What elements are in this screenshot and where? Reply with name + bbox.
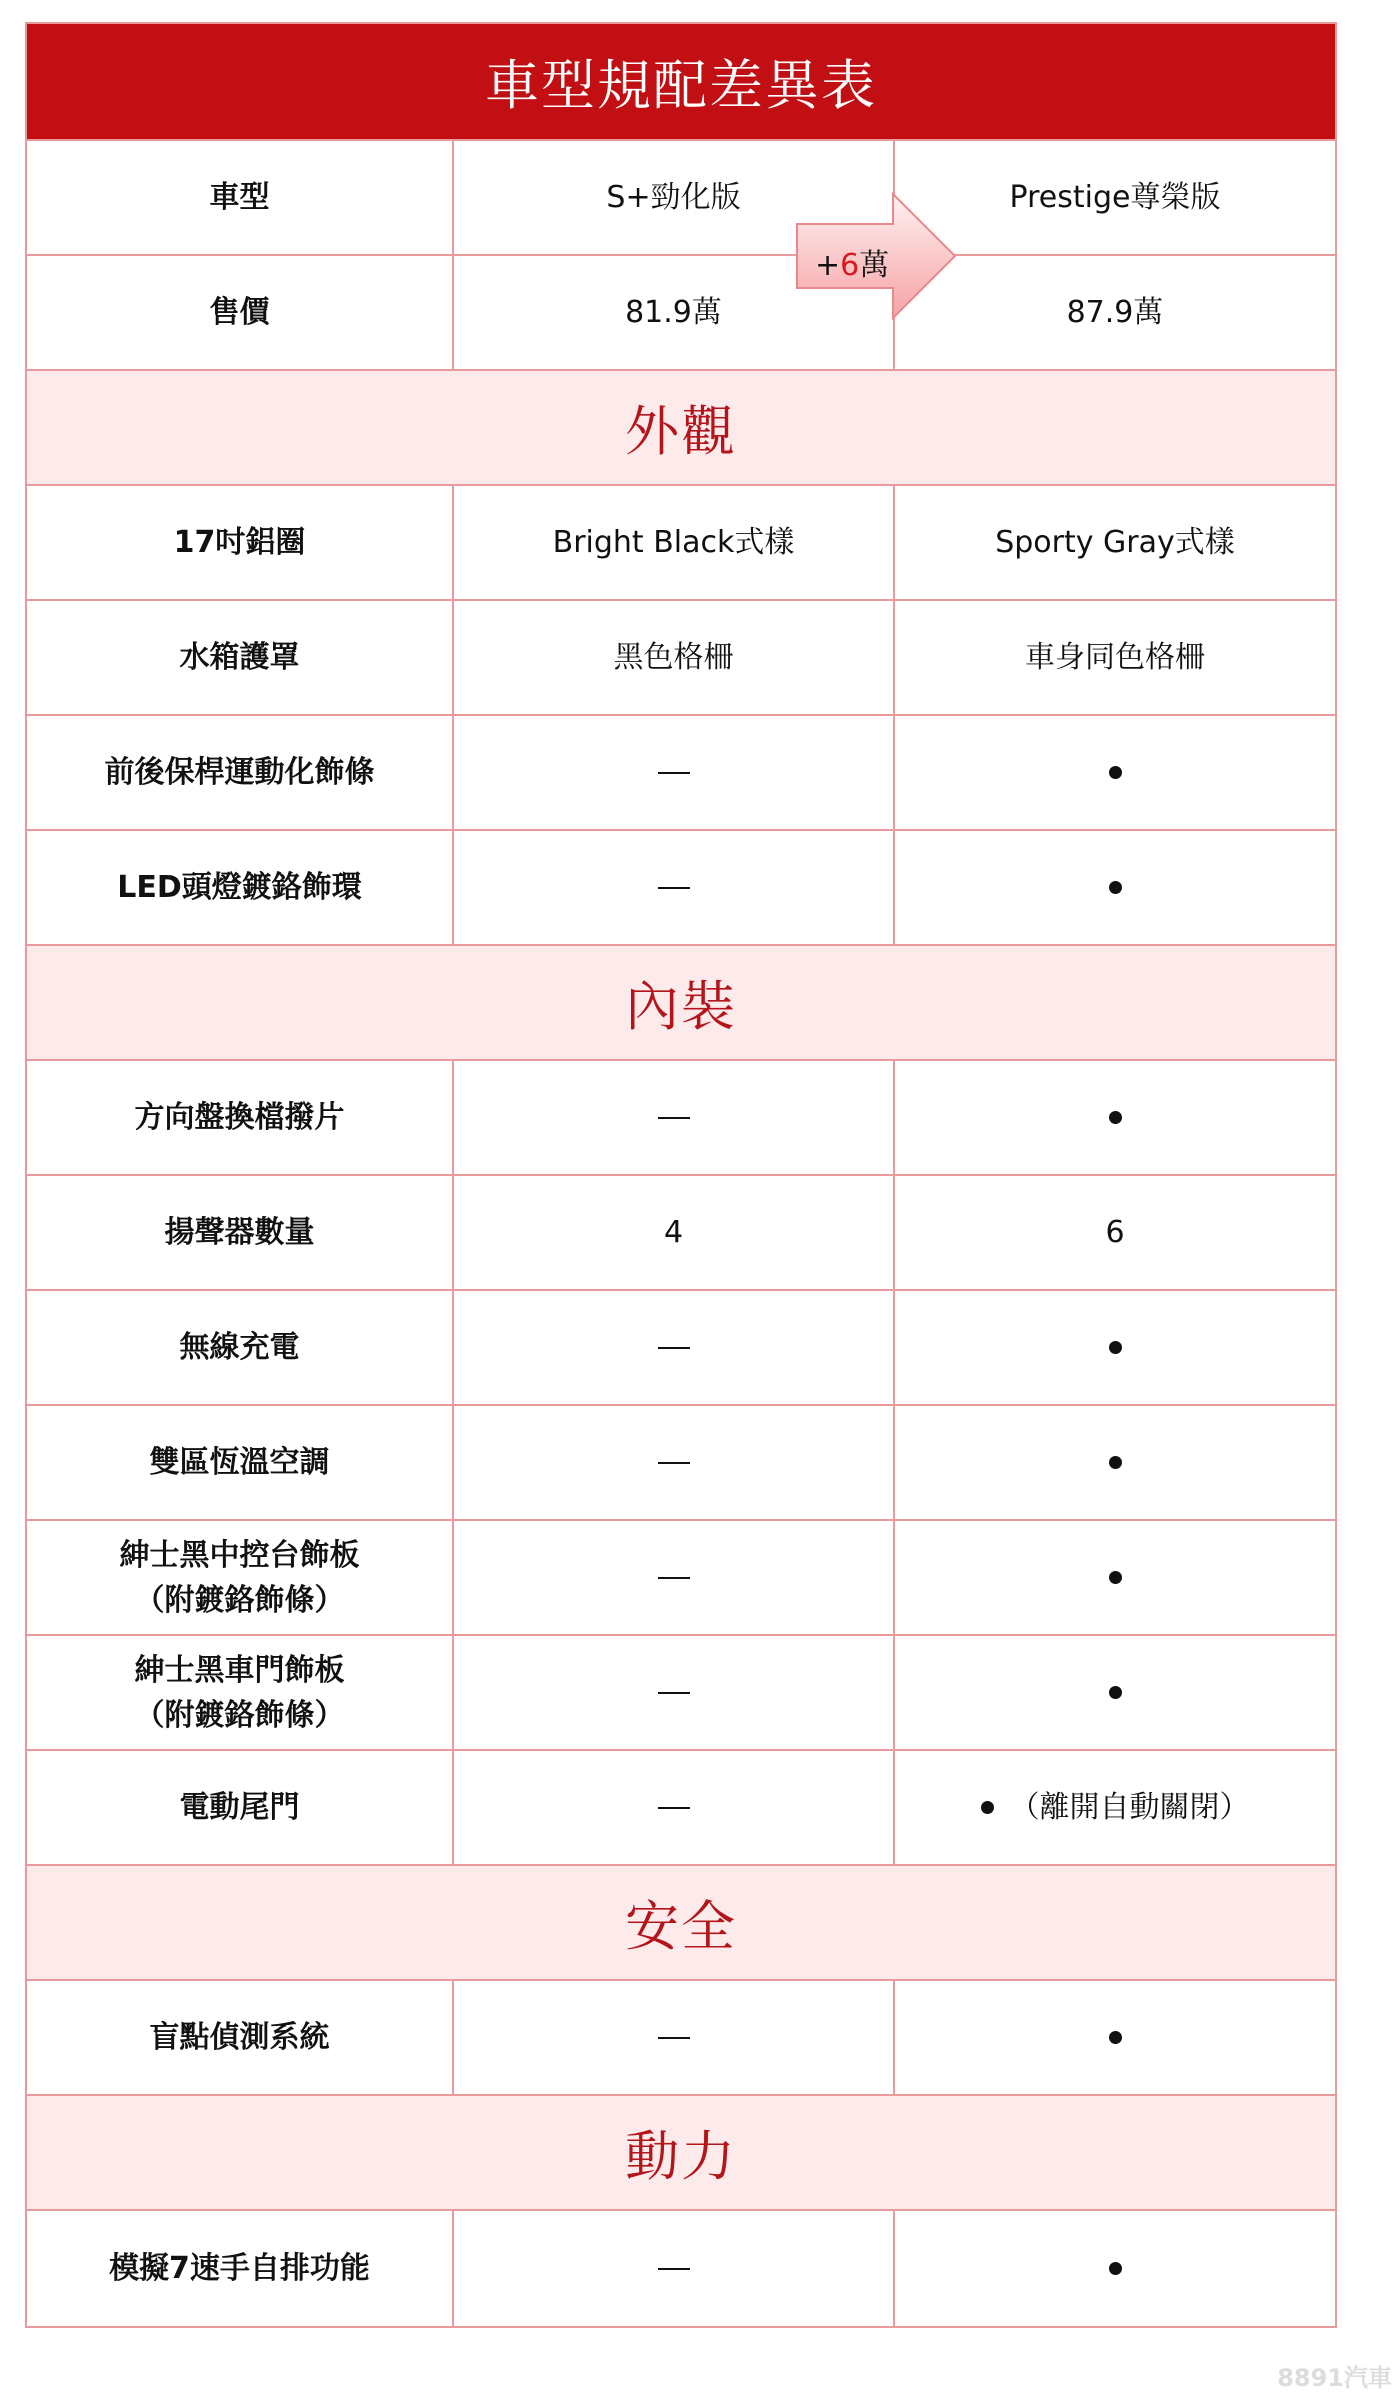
row-price (27, 256, 1335, 371)
not-available-dash (658, 1347, 690, 1349)
blindspot-s (454, 1981, 895, 2094)
manual-prestige (895, 2211, 1335, 2326)
price-diff-label (815, 240, 889, 284)
row-wireless (27, 1291, 1335, 1406)
door-label-line1: 紳士黑車門飾板 (134, 1652, 345, 1688)
row-manual (27, 2211, 1335, 2326)
speakers-s: 4 (454, 1176, 895, 1289)
standard-dot (1109, 1341, 1122, 1354)
console-label (27, 1521, 454, 1634)
row-grille (27, 601, 1335, 716)
led-trim-label: LED頭燈鍍鉻飾環 (27, 831, 454, 944)
tailgate-label: 電動尾門 (27, 1751, 454, 1864)
standard-dot (1109, 1111, 1122, 1124)
tailgate-s (454, 1751, 895, 1864)
row-blindspot (27, 1981, 1335, 2096)
standard-dot (1109, 1456, 1122, 1469)
section-power: 動力 (27, 2096, 1335, 2211)
tailgate-prestige-value (981, 1785, 1250, 1830)
row-led-trim (27, 831, 1335, 946)
bumper-trim-prestige (895, 716, 1335, 829)
standard-dot (1109, 2262, 1122, 2275)
paddles-prestige (895, 1061, 1335, 1174)
manual-s (454, 2211, 895, 2326)
standard-dot (981, 1801, 994, 1814)
paddles-s (454, 1061, 895, 1174)
row-bumper-trim (27, 716, 1335, 831)
standard-dot (1109, 766, 1122, 779)
row-model (27, 141, 1335, 256)
row-console (27, 1521, 1335, 1636)
section-exterior: 外觀 (27, 371, 1335, 486)
price-diff-prefix: + (815, 248, 841, 283)
wheels-s: Bright Black式樣 (454, 486, 895, 599)
not-available-dash (658, 1692, 690, 1694)
wheels-prestige: Sporty Gray式樣 (995, 525, 1235, 560)
not-available-dash (658, 1577, 690, 1579)
grille-s: 黑色格柵 (454, 601, 895, 714)
row-paddles (27, 1061, 1335, 1176)
model-s: S+勁化版 (454, 141, 895, 254)
wireless-prestige (895, 1291, 1335, 1404)
watermark-logo: 8891汽車 (1277, 2364, 1392, 2392)
blindspot-label: 盲點偵測系統 (27, 1981, 454, 2094)
not-available-dash (658, 1462, 690, 1464)
climate-s (454, 1406, 895, 1519)
price-prestige: 87.9萬 (1066, 295, 1164, 330)
paddles-label: 方向盤換檔撥片 (27, 1061, 454, 1174)
speakers-prestige: 6 (1105, 1215, 1125, 1250)
led-trim-prestige (895, 831, 1335, 944)
not-available-dash (658, 2037, 690, 2039)
not-available-dash (658, 887, 690, 889)
bumper-trim-label: 前後保桿運動化飾條 (27, 716, 454, 829)
section-interior: 內裝 (27, 946, 1335, 1061)
door-label-line2: （附鍍鉻飾條） (134, 1697, 345, 1733)
row-speakers (27, 1176, 1335, 1291)
grille-label: 水箱護罩 (27, 601, 454, 714)
row-wheels (27, 486, 1335, 601)
model-label: 車型 (27, 141, 454, 254)
console-prestige (895, 1521, 1335, 1634)
not-available-dash (658, 1117, 690, 1119)
price-diff-unit: 萬 (859, 248, 890, 283)
price-s: 81.9萬 (454, 256, 895, 369)
standard-dot (1109, 2031, 1122, 2044)
climate-label: 雙區恆溫空調 (27, 1406, 454, 1519)
standard-dot (1109, 1571, 1122, 1584)
grille-prestige: 車身同色格柵 (1025, 640, 1205, 675)
led-trim-s (454, 831, 895, 944)
manual-label: 模擬7速手自排功能 (27, 2211, 454, 2326)
standard-dot (1109, 1686, 1122, 1699)
bumper-trim-s (454, 716, 895, 829)
door-s (454, 1636, 895, 1749)
table-title: 車型規配差異表 (27, 24, 1335, 141)
console-s (454, 1521, 895, 1634)
door-prestige (895, 1636, 1335, 1749)
row-door (27, 1636, 1335, 1751)
not-available-dash (658, 1807, 690, 1809)
standard-dot (1109, 881, 1122, 894)
console-label-line2: （附鍍鉻飾條） (134, 1582, 345, 1618)
tailgate-prestige (895, 1751, 1335, 1864)
tailgate-note: （離開自動關閉） (1009, 1790, 1250, 1825)
not-available-dash (658, 2268, 690, 2270)
console-label-line1: 紳士黑中控台飾板 (119, 1537, 360, 1573)
price-label: 售價 (27, 256, 454, 369)
blindspot-prestige (895, 1981, 1335, 2094)
row-tailgate (27, 1751, 1335, 1866)
row-climate (27, 1406, 1335, 1521)
spec-diff-table (25, 22, 1337, 2328)
wireless-label: 無線充電 (27, 1291, 454, 1404)
speakers-label: 揚聲器數量 (27, 1176, 454, 1289)
not-available-dash (658, 772, 690, 774)
wireless-s (454, 1291, 895, 1404)
price-diff-number: 6 (840, 248, 860, 283)
section-safety: 安全 (27, 1866, 1335, 1981)
door-label (27, 1636, 454, 1749)
model-prestige: Prestige尊榮版 (1009, 180, 1221, 215)
climate-prestige (895, 1406, 1335, 1519)
wheels-label: 17吋鋁圈 (27, 486, 454, 599)
